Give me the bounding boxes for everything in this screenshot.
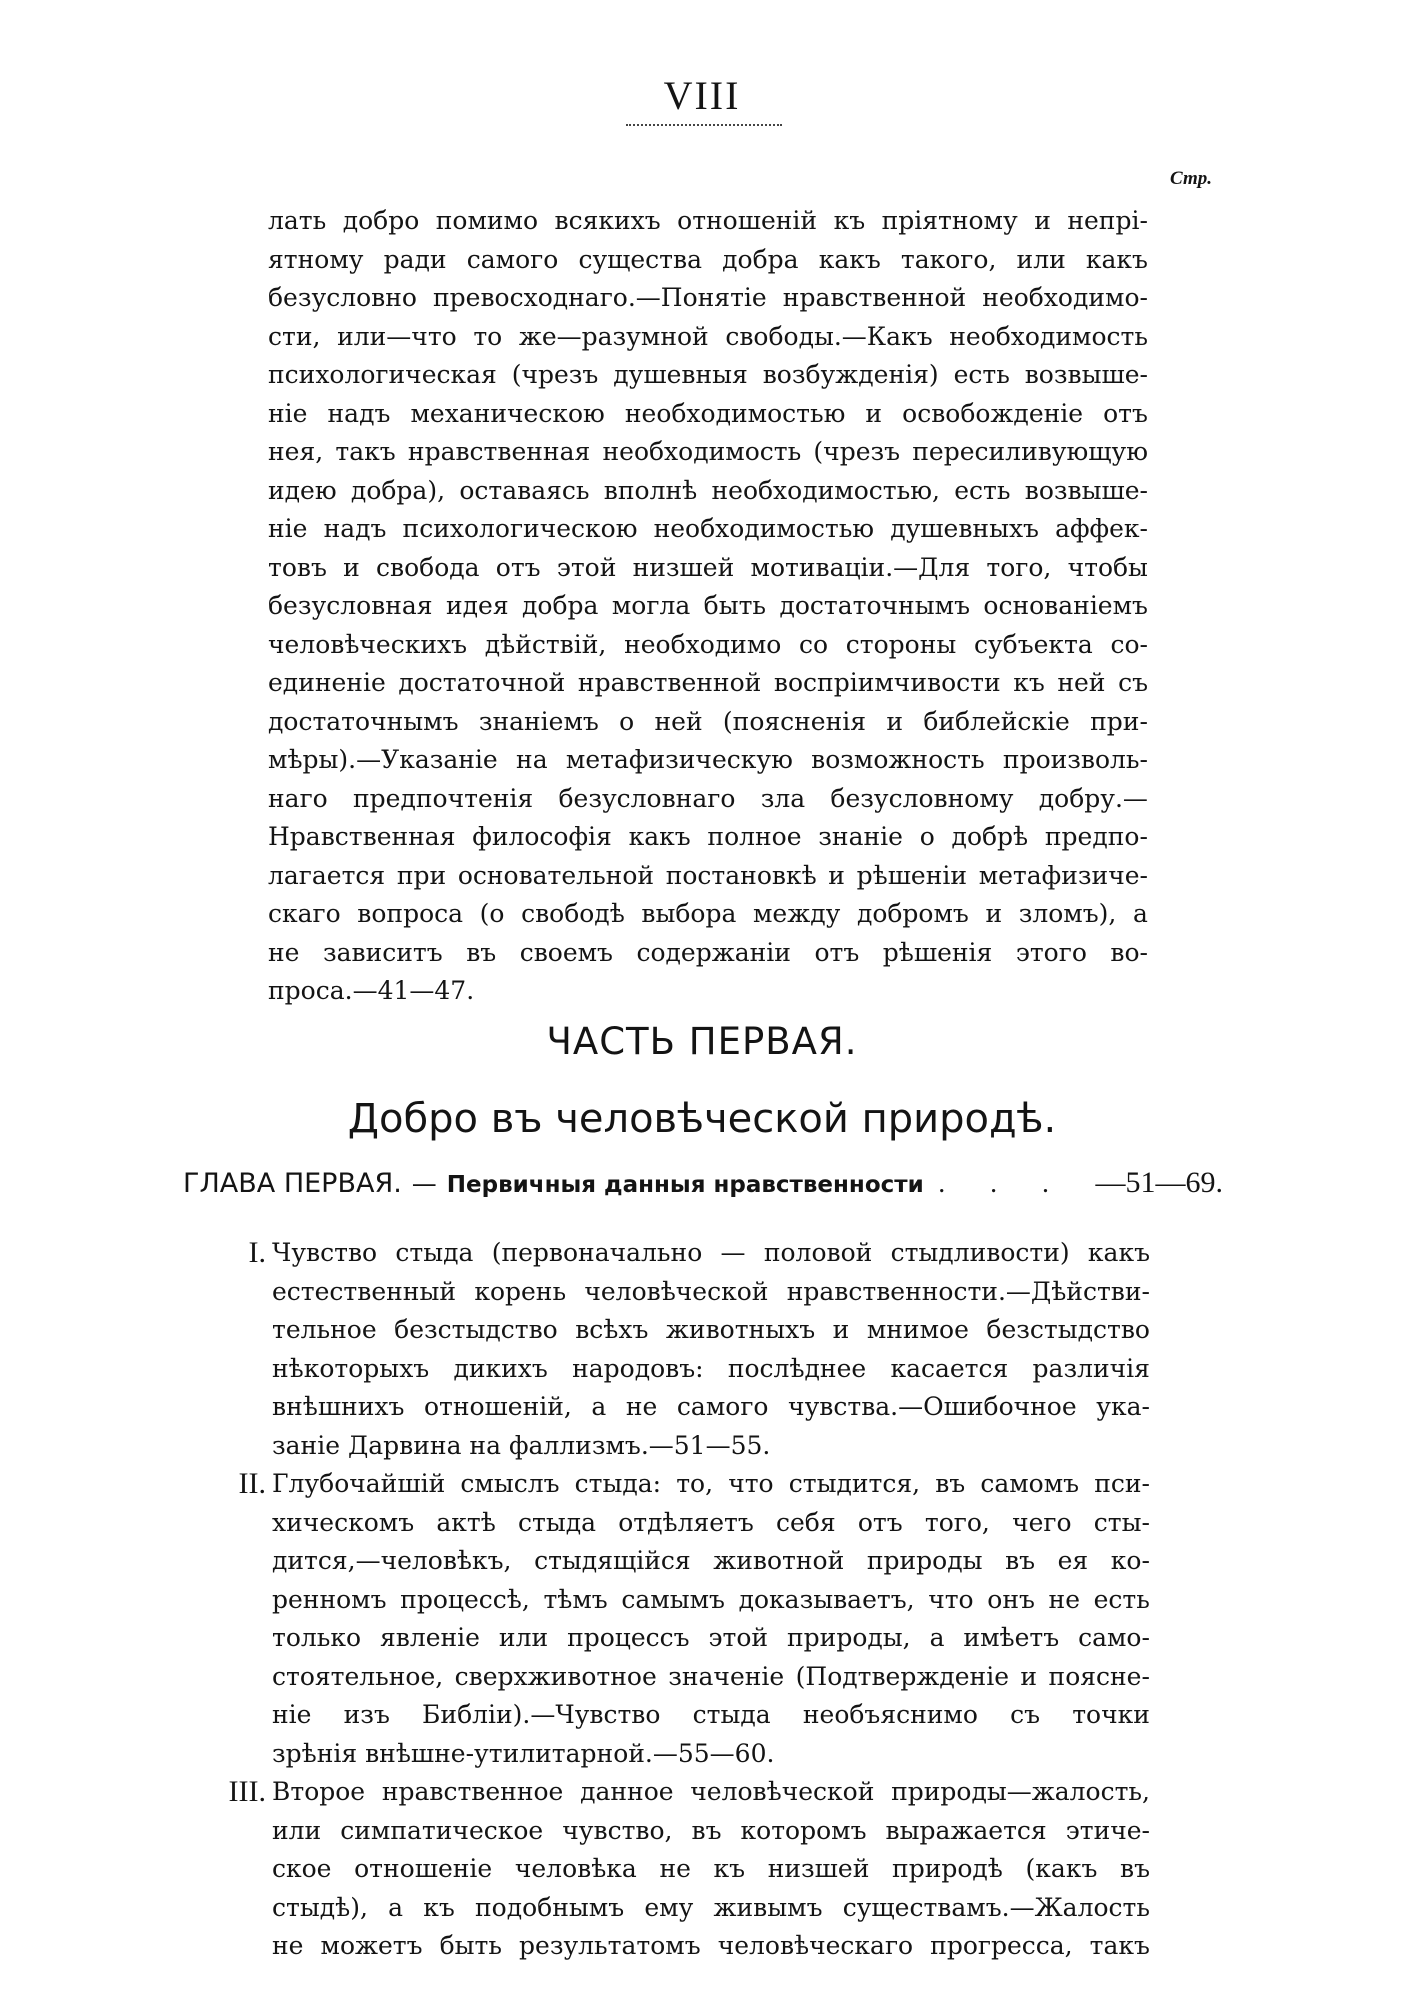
item-body [272, 1234, 1150, 1465]
page-column-label: Стр. [1170, 168, 1212, 189]
text-line: идею добра), оставаясь вполнѣ необходимостью, есть возвыше- [268, 475, 1148, 505]
text-line: безусловно превосходнаго.—Понятіе нравственной необходимо- [268, 283, 1148, 312]
text-line: сти, или—что то же—разумной свободы.—Какъ необходимость [268, 321, 1148, 351]
section-title: Добро въ человѣческой природѣ. [347, 1096, 1057, 1142]
text-line: скаго вопроса (о свободѣ выбора между добромъ и зломъ), а [268, 899, 1148, 928]
text-line: Глубочайшій смыслъ стыда: то, что стыдится, въ самомъ пси- [272, 1469, 1150, 1498]
chapter-item [220, 1465, 1150, 1773]
text-line: стоятельное, сверхживотное значеніе (Подтвержденіе и поясне- [272, 1661, 1150, 1691]
text-line: лать добро помимо всякихъ отношеній къ пріятному и непрі- [268, 206, 1148, 235]
folio-dotted-rule [626, 124, 782, 126]
text-line: тельное безстыдство всѣхъ животныхъ и мнимое безстыдство [272, 1315, 1150, 1344]
text-line: только явленіе или процессъ этой природы, а имѣетъ само- [272, 1623, 1150, 1652]
chapter-items [220, 1234, 1150, 1966]
text-line: Нравственная философія какъ полное знаніе о добрѣ предпо- [268, 822, 1148, 851]
text-line: психологическая (чрезъ душевныя возбужденія) есть возвыше- [268, 360, 1148, 389]
text-line: не можетъ быть результатомъ человѣческаго прогресса, такъ [272, 1931, 1150, 1960]
text-line: человѣческихъ дѣйствій, необходимо со стороны субъекта со- [268, 629, 1148, 659]
chapter-page-range: —51—69. [1095, 1166, 1223, 1199]
text-line: мѣры).—Указаніе на метафизическую возможность произволь- [268, 745, 1148, 774]
text-line: ятному ради самого существа добра какъ такого, или какъ [268, 244, 1148, 274]
item-number: I. [248, 1236, 266, 1269]
item-body [272, 1465, 1150, 1773]
text-line: заніе Дарвина на фаллизмъ.—51—55. [272, 1430, 771, 1460]
chapter-heading [183, 1166, 1223, 1210]
text-line: товъ и свобода отъ этой низшей мотиваціи.—Для того, чтобы [268, 552, 1148, 582]
text-line: наго предпочтенія безусловнаго зла безусловному добру.— [268, 783, 1148, 813]
text-line: лагается при основательной постановкѣ и рѣшеніи метафизиче- [268, 860, 1148, 890]
page-number: VIII [663, 73, 741, 118]
text-line: ское отношеніе человѣка не къ низшей природѣ (какъ въ [272, 1854, 1150, 1883]
intro-paragraph [268, 202, 1148, 1011]
text-line: естественный корень человѣческой нравственности.—Дѣйстви- [272, 1276, 1150, 1306]
text-line: хическомъ актѣ стыда отдѣляетъ себя отъ того, чего сты- [272, 1507, 1150, 1537]
item-body [272, 1773, 1150, 1966]
chapter-item [220, 1773, 1150, 1966]
text-line: ніе изъ Библіи).—Чувство стыда необъяснимо съ точки [272, 1700, 1150, 1729]
text-line: стыдѣ), а къ подобнымъ ему живымъ существамъ.—Жалость [272, 1892, 1150, 1922]
chapter-item [220, 1234, 1150, 1465]
part-title: ЧАСТЬ ПЕРВАЯ. [546, 1020, 858, 1063]
text-line: ренномъ процессѣ, тѣмъ самымъ доказываетъ, что онъ не есть [272, 1584, 1150, 1614]
text-line: проса.—41—47. [268, 976, 475, 1005]
text-line: внѣшнихъ отношеній, а не самого чувства.—Ошибочное ука- [272, 1392, 1150, 1421]
text-line: не зависитъ въ своемъ содержаніи отъ рѣшенія этого во- [268, 937, 1148, 967]
chapter-leader-dots: . . . [937, 1169, 1068, 1198]
text-line: Чувство стыда (первоначально — половой стыдливости) какъ [272, 1238, 1150, 1267]
text-line: ніе надъ механическою необходимостью и освобожденіе отъ [268, 398, 1148, 428]
text-line: безусловная идея добра могла быть достаточнымъ основаніемъ [268, 591, 1148, 620]
text-line: или симпатическое чувство, въ которомъ выражается этиче- [272, 1815, 1150, 1845]
item-number: III. [228, 1775, 266, 1808]
text-line: достаточнымъ знаніемъ о ней (поясненія и библейскіе при- [268, 706, 1148, 736]
chapter-title: Первичныя данныя нравственности [446, 1172, 924, 1198]
text-line: единеніе достаточной нравственной воспріимчивости къ ней съ [268, 668, 1148, 697]
text-line: зрѣнія внѣшне-утилитарной.—55—60. [272, 1738, 775, 1768]
chapter-label: ГЛАВА ПЕРВАЯ. [183, 1168, 402, 1199]
item-number: II. [238, 1467, 266, 1500]
text-line: ніе надъ психологическою необходимостью душевныхъ аффек- [268, 514, 1148, 543]
chapter-dash: — [411, 1169, 437, 1198]
text-line: Второе нравственное данное человѣческой природы—жалость, [272, 1777, 1150, 1806]
text-line: дится,—человѣкъ, стыдящійся животной природы въ ея ко- [272, 1546, 1150, 1575]
text-line: нѣкоторыхъ дикихъ народовъ: послѣднее касается различія [272, 1353, 1150, 1383]
text-line: нея, такъ нравственная необходимость (чрезъ пересиливующую [268, 437, 1148, 466]
